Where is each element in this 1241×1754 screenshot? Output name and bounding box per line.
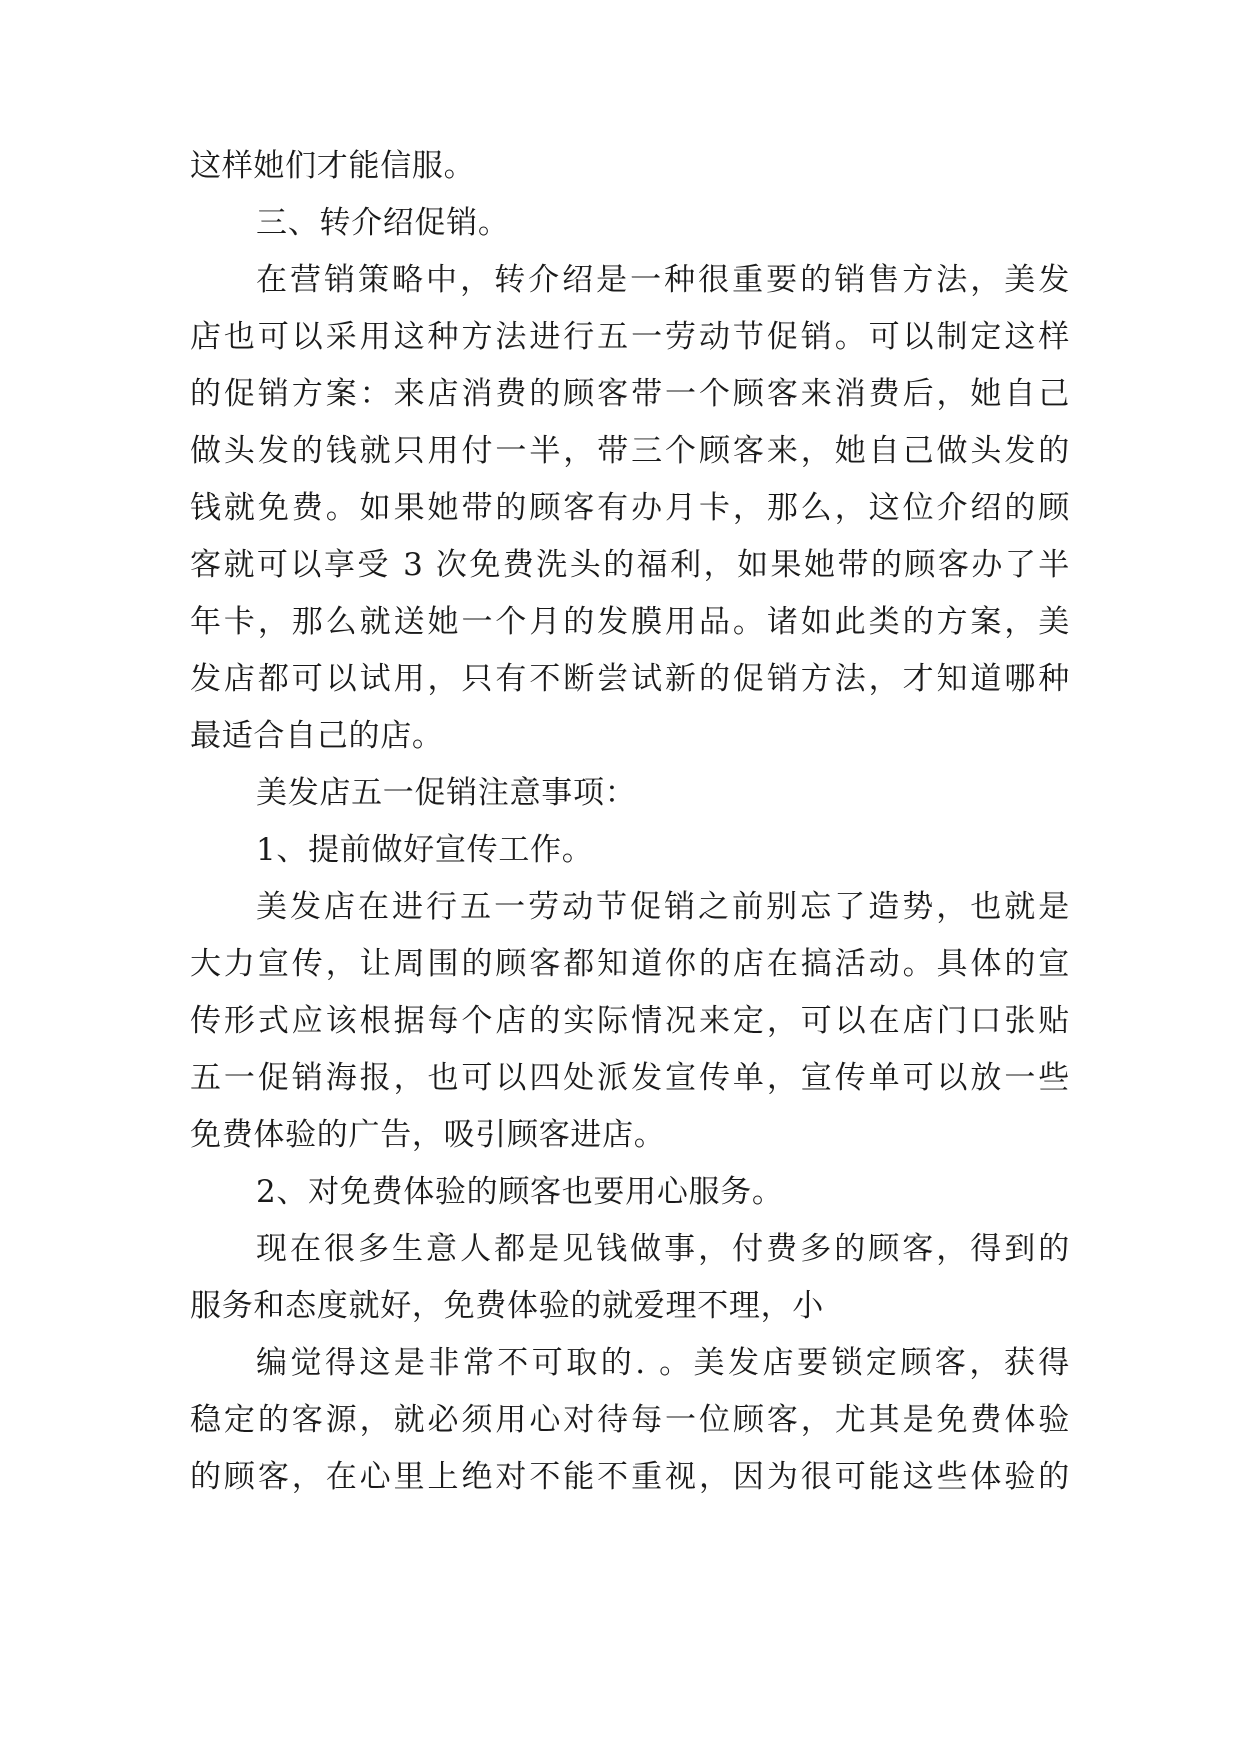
list-item-heading: 1、提前做好宣传工作。 [256, 832, 594, 868]
text-line: 稳定的客源，就必须用心对待每一位顾客，尤其是免费体验 [190, 1402, 1070, 1438]
text-line: 服务和态度就好，免费体验的就爱理不理，小 [190, 1288, 824, 1324]
text-line: 做头发的钱就只用付一半，带三个顾客来，她自己做头发的 [190, 433, 1070, 469]
section-heading: 三、转介绍促销。 [256, 205, 510, 241]
text-line: 发店都可以试用，只有不断尝试新的促销方法，才知道哪种 [190, 661, 1070, 697]
text-line: 在营销策略中，转介绍是一种很重要的销售方法，美发 [256, 262, 1070, 298]
text-line: 的顾客，在心里上绝对不能不重视，因为很可能这些体验的 [190, 1459, 1070, 1495]
text-line: 大力宣传，让周围的顾客都知道你的店在搞活动。具体的宣 [190, 946, 1070, 982]
text-line: 传形式应该根据每个店的实际情况来定，可以在店门口张贴 [190, 1003, 1070, 1039]
list-item-heading: 2、对免费体验的顾客也要用心服务。 [256, 1174, 784, 1210]
text-line: 五一促销海报，也可以四处派发宣传单，宣传单可以放一些 [190, 1060, 1070, 1096]
text-line: 客就可以享受 3 次免费洗头的福利，如果她带的顾客办了半 [190, 547, 1070, 583]
text-line: 现在很多生意人都是见钱做事，付费多的顾客，得到的 [256, 1231, 1070, 1267]
section-heading: 美发店五一促销注意事项： [256, 775, 637, 811]
text-line: 编觉得这是非常不可取的. 。美发店要锁定顾客，获得 [256, 1345, 1070, 1381]
text-line: 店也可以采用这种方法进行五一劳动节促销。可以制定这样 [190, 319, 1070, 355]
text-line: 最适合自己的店。 [190, 718, 444, 754]
text-line: 美发店在进行五一劳动节促销之前别忘了造势，也就是 [256, 889, 1070, 925]
text-line: 这样她们才能信服。 [190, 148, 476, 184]
text-line: 钱就免费。如果她带的顾客有办月卡，那么，这位介绍的顾 [190, 490, 1070, 526]
text-line: 年卡，那么就送她一个月的发膜用品。诸如此类的方案，美 [190, 604, 1070, 640]
text-line: 的促销方案：来店消费的顾客带一个顾客来消费后，她自己 [190, 376, 1070, 412]
text-line: 免费体验的广告，吸引顾客进店。 [190, 1117, 666, 1153]
